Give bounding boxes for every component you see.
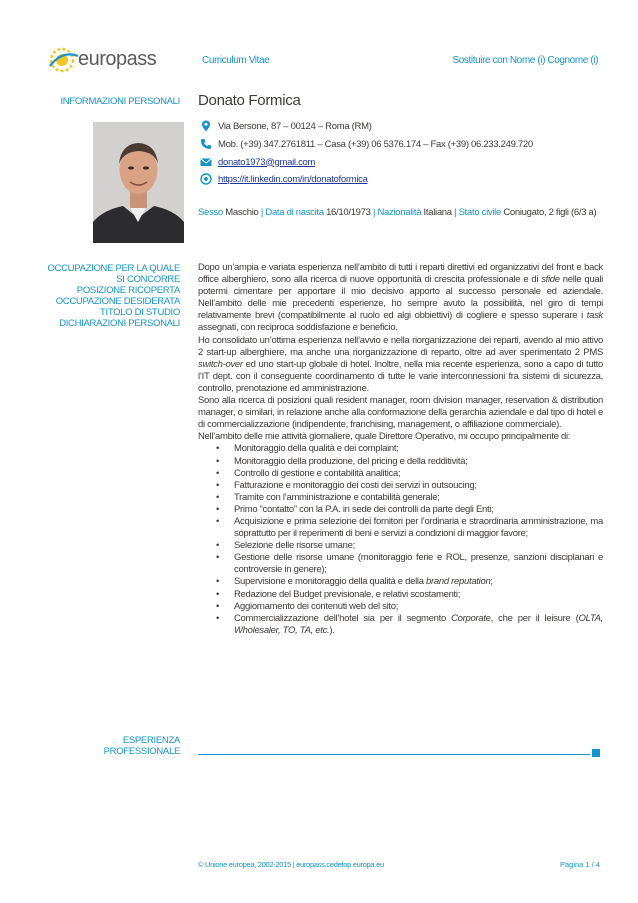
paragraph-2: Ho consolidato un’ottima esperienza nell’avvio e nella riorganizzazione dei reparti, avendo al mio attivo 2 start-up alberghiere, ma anche una riorganizzazione di reparto, oltre ad aver sperimentato 2 PMS switch-over ed uno start-up globale di hotel. Inoltre, nella mia recente esperienza, sono a capo di tutto l’IT dept. con il conseguente coordinamento di tutte le varie interconnessioni fra sistemi di sicurezza, controllo, prenotazione ed amministrazione.: [198, 334, 603, 394]
list-item: • Selezione delle risorse umane;: [216, 540, 355, 552]
list-item: • Tramite con l’amministrazione e contabilità generale;: [216, 491, 440, 503]
list-item: • Supervisione e monitoraggio della qualità e della brand reputation;: [216, 576, 493, 588]
page-number: Pagina 1 / 4: [559, 860, 600, 869]
list-item: • Commercializzazione dell’hotel sia per il segmento Corporate, che per il leisure (OLTA, Wholesaler, TO, TA, etc.).: [216, 612, 603, 636]
paragraph-4: Nell’ambito delle mie attività giornaliere, quale Direttore Operativo, mi occupo principalmente di:: [198, 431, 571, 443]
phone-numbers: Mob. (+39) 347.2761811 – Casa (+39) 06 5376.174 – Fax (+39) 06.233.249.720: [218, 138, 533, 150]
address-row: [200, 120, 372, 132]
experience-line-2: PROFESSIONALE: [103, 746, 180, 757]
phone-row: [200, 138, 533, 150]
target-line-6: DICHIARAZIONI PERSONALI: [59, 318, 180, 329]
email-link[interactable]: donato1973@gmail.com: [218, 156, 316, 168]
footer-copyright: © Unione europea, 2002-2015 | europass.cedefop.europa.eu: [198, 860, 384, 869]
target-line-5: TITOLO DI STUDIO: [99, 307, 180, 318]
paragraph-3: Sono alla ricerca di posizioni quali resident manager, room division manager, reservation & distribution manager, o similari, in relazione anche alla conformazione della gerarchia aziendale e dal tipo di hotel e di commercializzazione (indipendente, franchising, management, o affiliazione commerciale).: [198, 395, 603, 431]
experience-line-1: ESPERIENZA: [122, 735, 180, 746]
sex-label: Sesso: [198, 207, 223, 218]
list-item: • Controllo di gestione e contabilità analitica;: [216, 467, 401, 479]
civil-status-value: Coniugato, 2 figli (6/3 a): [503, 207, 597, 218]
list-item: • Gestione delle risorse umane (monitoraggio ferie e ROL, presenze, sanzioni disciplanari e controversie in genere);: [216, 552, 603, 576]
target-line-2: SI CONCORRE: [116, 274, 180, 285]
section-personal-info: INFORMAZIONI PERSONALI: [60, 96, 180, 107]
dob-label: Data di nascita: [265, 207, 324, 218]
section-experience: [104, 735, 180, 757]
nationality-label: Nazionalità: [377, 207, 422, 218]
dob-value: 16/10/1973: [326, 207, 371, 218]
europass-logo: [44, 46, 192, 74]
location-pin-icon: [200, 120, 212, 132]
list-item: • Primo “contatto” con la P.A. in sede dei controlli da parte degli Enti;: [216, 503, 494, 515]
target-line-4: OCCUPAZIONE DESIDERATA: [55, 296, 180, 307]
section-divider: [198, 754, 590, 755]
list-item: • Redazione del Budget previsionale, e relativi scostamenti;: [216, 588, 461, 600]
paragraph-1: Dopo un’ampia e variata esperienza nell’ambito di tutti i reparti direttivi ed organizzativi del front e back office alberghiero, sono alla ricerca di nuove opportunità di crescita professionale e di sfide nelle quali potermi cimentare per apportare il mio decisivo apporto al successo personale ed aziendale. Nell’ambito delle mie precedenti esperienze, ho sempre avuto la possibilità, nel giro di tempi relativamente brevi (compatibilmente al ruolo ed algi obbiettivi) di cogliere e spesso superare i task assegnati, con reciproca soddisfazione e beneficio.: [198, 262, 603, 334]
target-line-1: OCCUPAZIONE PER LA QUALE: [47, 263, 180, 274]
personal-details: Sesso Maschio | Data di nascita 16/10/1973 | Nazionalità Italiana | Stato civile Coniugato, 2 figli (6/3 a): [198, 207, 597, 218]
document-title: Curriculum Vitae: [202, 55, 270, 66]
nationality-value: Italiana: [423, 207, 452, 218]
email-icon: [200, 156, 212, 168]
globe-icon: [200, 173, 212, 185]
duties-list: [198, 443, 603, 637]
list-item: • Fatturazione e monitoraggio dei costi dei servizi in outsoucing;: [216, 479, 477, 491]
section-target-position: [47, 263, 180, 329]
target-line-3: POSIZIONE RICOPERTA: [76, 285, 180, 296]
web-link[interactable]: https://it.linkedin.com/in/donatoformica: [218, 173, 368, 185]
list-item: • Aggiornamento dei contenuti web del sito;: [216, 600, 399, 612]
web-row: [200, 173, 368, 185]
profile-photo: [93, 122, 184, 243]
name-placeholder: Sostituire con Nome (i) Cognome (i): [452, 55, 598, 66]
list-item: • Monitoraggio della qualità e dei complaint;: [216, 443, 399, 455]
stars-icon: [44, 46, 82, 74]
person-name: Donato Formica: [198, 92, 301, 109]
sex-value: Maschio: [225, 207, 259, 218]
list-item: • Acquisizione e prima selezione dei fornitori per l’ordinaria e straordinaria amministrazione, ma soprattutto per il reperimenti di beni e servizi a condizioni di maggior favore;: [216, 515, 603, 540]
section-marker: [592, 749, 600, 757]
phone-icon: [200, 138, 212, 150]
civil-status-label: Stato civile: [458, 207, 501, 218]
list-item: • Monitoraggio della produzione, del pricing e della redditività;: [216, 455, 468, 467]
email-row: [200, 156, 315, 168]
personal-statement: [198, 262, 603, 637]
logo-text: europass: [78, 48, 157, 70]
address: Via Bersone, 87 – 00124 – Roma (RM): [218, 120, 372, 132]
